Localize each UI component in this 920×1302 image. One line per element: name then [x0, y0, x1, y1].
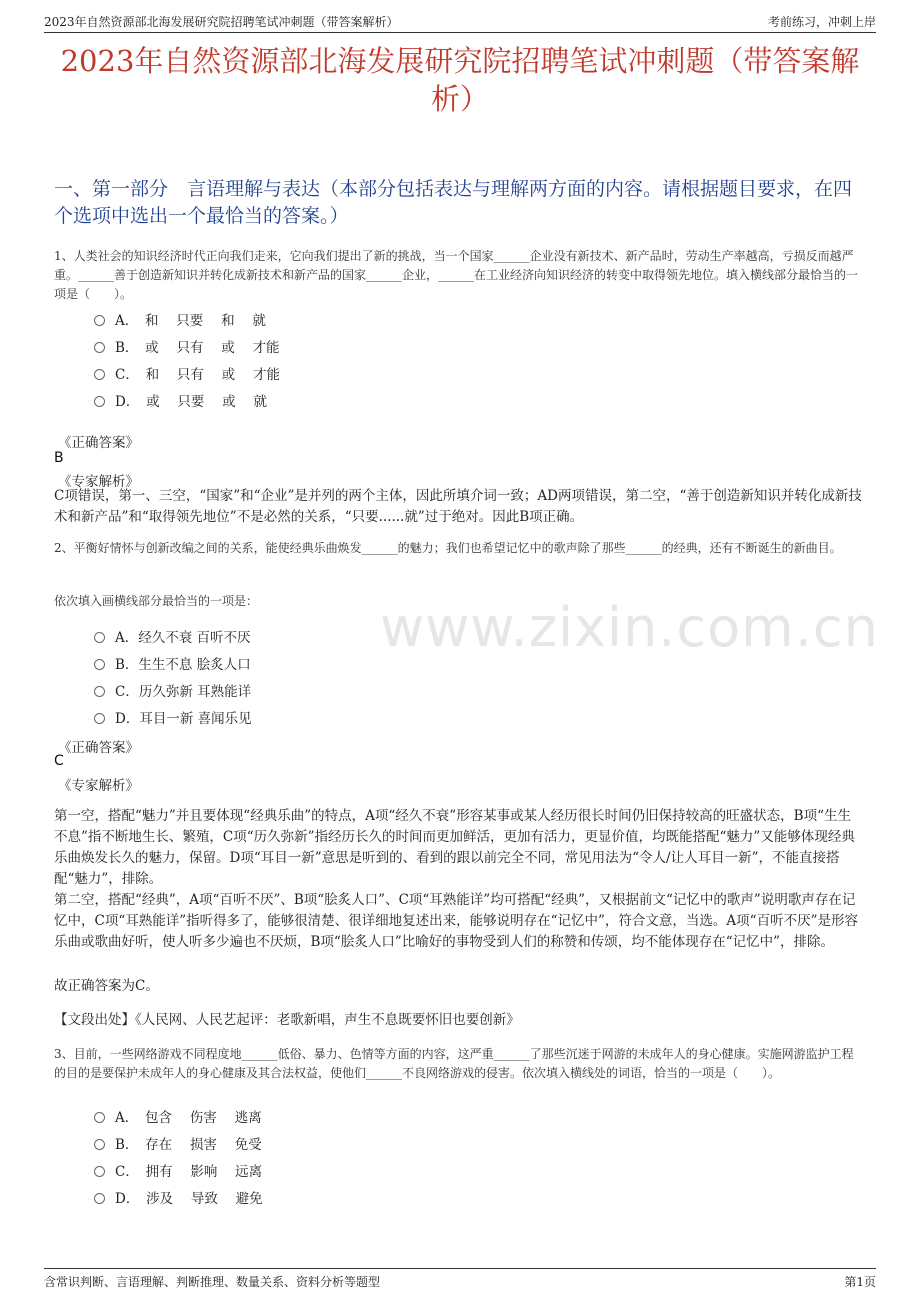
radio-icon[interactable] — [94, 342, 105, 353]
document-title: 2023年自然资源部北海发展研究院招聘笔试冲刺题（带答案解析） — [60, 44, 860, 116]
question-3-option-a[interactable]: A． 包含 伤害 逃离 — [94, 1106, 262, 1126]
question-2-option-a[interactable]: A．经久不衰 百听不厌 — [94, 626, 251, 646]
question-2-option-b[interactable]: B．生生不息 脍炙人口 — [94, 653, 251, 673]
header-slogan: 考前练习，冲刺上岸 — [767, 15, 876, 29]
radio-icon[interactable] — [94, 369, 105, 380]
analysis-label: 《专家解析》 — [58, 474, 139, 490]
radio-icon[interactable] — [94, 1193, 105, 1204]
question-3-option-d[interactable]: D． 涉及 导致 避免 — [94, 1187, 263, 1207]
question-2-source: 【文段出处】《人民网、人民艺起评：老歌新唱，声生不息既要怀旧也要创新》 — [54, 1012, 520, 1028]
question-1-option-a[interactable]: A． 和 只要 和 就 — [94, 309, 266, 329]
radio-icon[interactable] — [94, 1112, 105, 1123]
radio-icon[interactable] — [94, 632, 105, 643]
question-1-stem: 1、人类社会的知识经济时代正向我们走来，它向我们提出了新的挑战，当一个国家______企业没有新技术、新产品时，劳动生产率越高，亏损反而越严重。______善于创造新知识并转化成新技术和新产品的国家______企业，______在工业经济向知识经济的转变中取得领先地位。填入横线部分最恰当的一项是（ ）。 — [54, 249, 859, 301]
page-footer — [44, 1268, 876, 1291]
question-2-stem: 2、平衡好情怀与创新改编之间的关系，能使经典乐曲焕发______的魅力；我们也希望记忆中的歌声除了那些______的经典，还有不断诞生的新曲目。 — [54, 541, 842, 555]
radio-icon[interactable] — [94, 1166, 105, 1177]
section-heading: 一、第一部分 言语理解与表达（本部分包括表达与理解两方面的内容。请根据题目要求，在四个选项中选出一个最恰当的答案。） — [54, 178, 853, 227]
header-doc-title: 2023年自然资源部北海发展研究院招聘笔试冲刺题（带答案解析） — [44, 15, 399, 29]
answer-label: 《正确答案》 — [58, 435, 139, 451]
page-number: 第1页 — [844, 1275, 876, 1289]
radio-icon[interactable] — [94, 686, 105, 697]
footer-question-types: 含常识判断、言语理解、判断推理、数量关系、资料分析等题型 — [44, 1275, 381, 1289]
question-3-option-c[interactable]: C． 拥有 影响 远离 — [94, 1160, 262, 1180]
answer-label: 《正确答案》 — [58, 740, 139, 756]
radio-icon[interactable] — [94, 713, 105, 724]
watermark: www.zixin.com.cn — [380, 596, 879, 659]
question-3-stem: 3、目前，一些网络游戏不同程度地______低俗、暴力、色情等方面的内容，这严重______了那些沉迷于网游的未成年人的身心健康。实施网游监护工程的目的是要保护未成年人的身心健康及其合法权益，使他们______不良网络游戏的侵害。依次填入横线处的词语，恰当的一项是（ ）。 — [54, 1047, 854, 1080]
question-2-conclusion: 故正确答案为C。 — [54, 978, 159, 994]
question-1-option-c[interactable]: C． 和 只有 或 才能 — [94, 363, 280, 383]
question-1-option-b[interactable]: B． 或 只有 或 才能 — [94, 336, 280, 356]
question-2-analysis-p2: 第二空，搭配“经典”，A项“百听不厌”、B项“脍炙人口”、C项“耳熟能详”均可搭配“经典”，又根据前文“记忆中的歌声”说明歌声存在记忆中，C项“耳熟能详”指听得多了，能够很清楚、很详细地复述出来，能够说明存在“记忆中”，符合文意，当选。A项“百听不厌”是形容乐曲或歌曲好听，使人听多少遍也不厌烦，B项“脍炙人口”比喻好的事物受到人们的称赞和传颂，均不能体现存在“记忆中”，排除。 — [54, 892, 858, 950]
radio-icon[interactable] — [94, 1139, 105, 1150]
analysis-label: 《专家解析》 — [58, 778, 139, 794]
question-1-option-d[interactable]: D． 或 只要 或 就 — [94, 390, 267, 410]
question-3-option-b[interactable]: B． 存在 损害 免受 — [94, 1133, 262, 1153]
question-2-answer: C — [54, 753, 64, 769]
question-2-option-d[interactable]: D．耳目一新 喜闻乐见 — [94, 707, 252, 727]
question-2-prompt: 依次填入画横线部分最恰当的一项是： — [54, 594, 259, 608]
question-2-analysis-p1: 第一空，搭配“魅力”并且要体现“经典乐曲”的特点，A项“经久不衰”形容某事或某人经历很长时间仍旧保持较高的旺盛状态，B项“生生不息”指不断地生长、繁殖，C项“历久弥新”指经历长久的时间而更加鲜活，更加有活力，更显价值，均既能搭配“魅力”又能够体现经典乐曲焕发长久的魅力，保留。D项“耳目一新”意思是听到的、看到的跟以前完全不同，常见用法为“令人/让人耳目一新”，不能直接搭配“魅力”，排除。 — [54, 808, 855, 887]
radio-icon[interactable] — [94, 396, 105, 407]
radio-icon[interactable] — [94, 315, 105, 326]
page-header — [44, 10, 876, 33]
question-1-answer: B — [54, 450, 64, 466]
radio-icon[interactable] — [94, 659, 105, 670]
question-1-analysis: C项错误，第一、三空，“国家”和“企业”是并列的两个主体，因此所填介词一致；AD两项错误，第二空，“善于创造新知识并转化成新技术和新产品”和“取得领先地位”不是必然的关系，“只要......就”过于绝对。因此B项正确。 — [54, 488, 862, 525]
question-2-option-c[interactable]: C．历久弥新 耳熟能详 — [94, 680, 251, 700]
